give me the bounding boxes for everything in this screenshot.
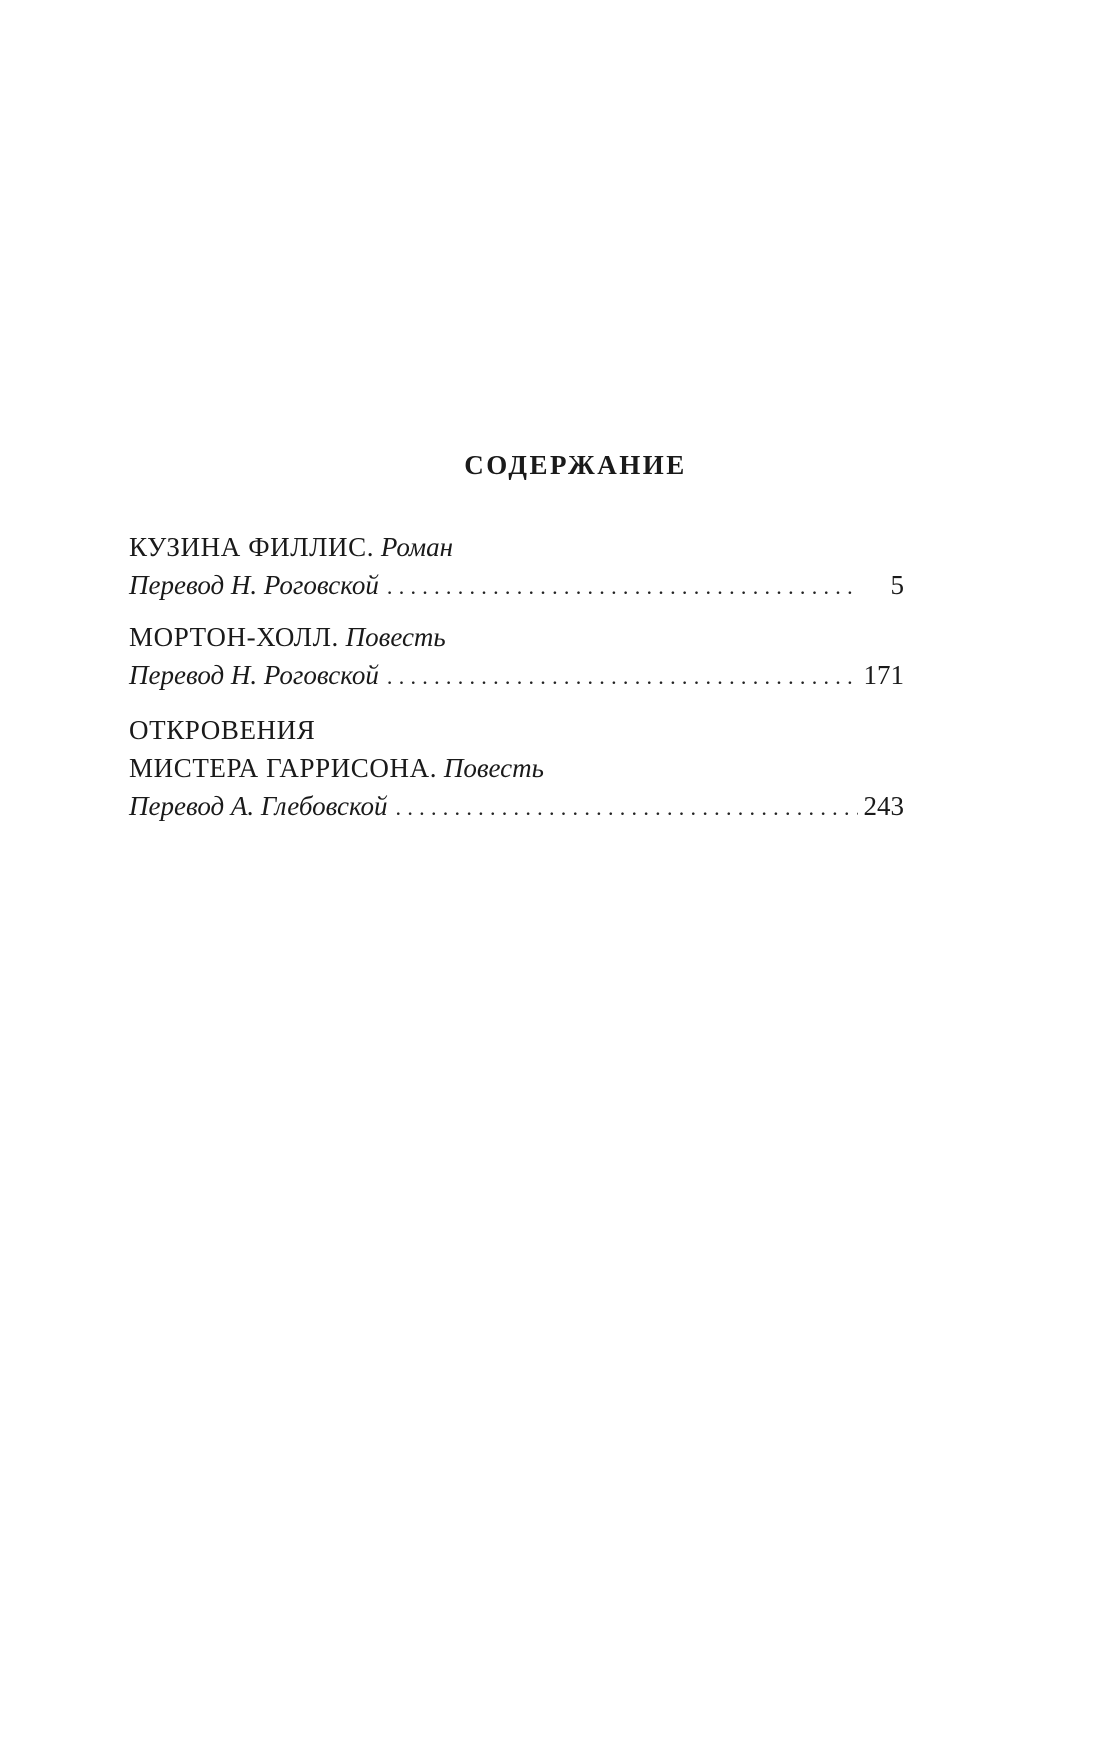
- toc-entry-cousin-phillis[interactable]: [129, 528, 904, 604]
- toc-entry-page-number: 243: [863, 791, 904, 821]
- toc-entry-title: КУЗИНА ФИЛЛИС.: [129, 532, 375, 562]
- toc-entry-page-number: 171: [863, 660, 904, 690]
- toc-entry-genre: Повесть: [443, 753, 544, 783]
- toc-entry-translator-line: [129, 566, 904, 604]
- toc-entry-genre: Роман: [380, 532, 453, 562]
- toc-entry-translator: Перевод А. Глебовской: [129, 791, 388, 821]
- toc-entry-translator: Перевод Н. Роговской: [129, 660, 379, 690]
- toc-heading: СОДЕРЖАНИЕ: [464, 450, 687, 480]
- toc-entry-morton-hall[interactable]: [129, 618, 904, 694]
- toc-entry-title: МОРТОН-ХОЛЛ.: [129, 622, 339, 652]
- toc-entry-translator-line: [129, 656, 904, 694]
- toc-entry-title-line: [129, 711, 904, 749]
- toc-entry-title-continued: МИСТЕРА ГАРРИСОНА.: [129, 753, 438, 783]
- toc-entry-title: ОТКРОВЕНИЯ: [129, 715, 316, 745]
- toc-entry-translator-line: [129, 787, 904, 825]
- toc-entry-mr-harrison-confessions[interactable]: [129, 711, 904, 825]
- toc-entry-genre: Повесть: [345, 622, 446, 652]
- toc-entry-translator: Перевод Н. Роговской: [129, 570, 379, 600]
- dot-leader: [396, 789, 858, 827]
- toc-entry-title-line: [129, 528, 904, 566]
- dot-leader: [387, 658, 858, 696]
- toc-entry-title-line: [129, 618, 904, 656]
- toc-entry-title-line: [129, 749, 904, 787]
- toc-entry-page-number: 5: [890, 570, 904, 600]
- dot-leader: [387, 568, 856, 606]
